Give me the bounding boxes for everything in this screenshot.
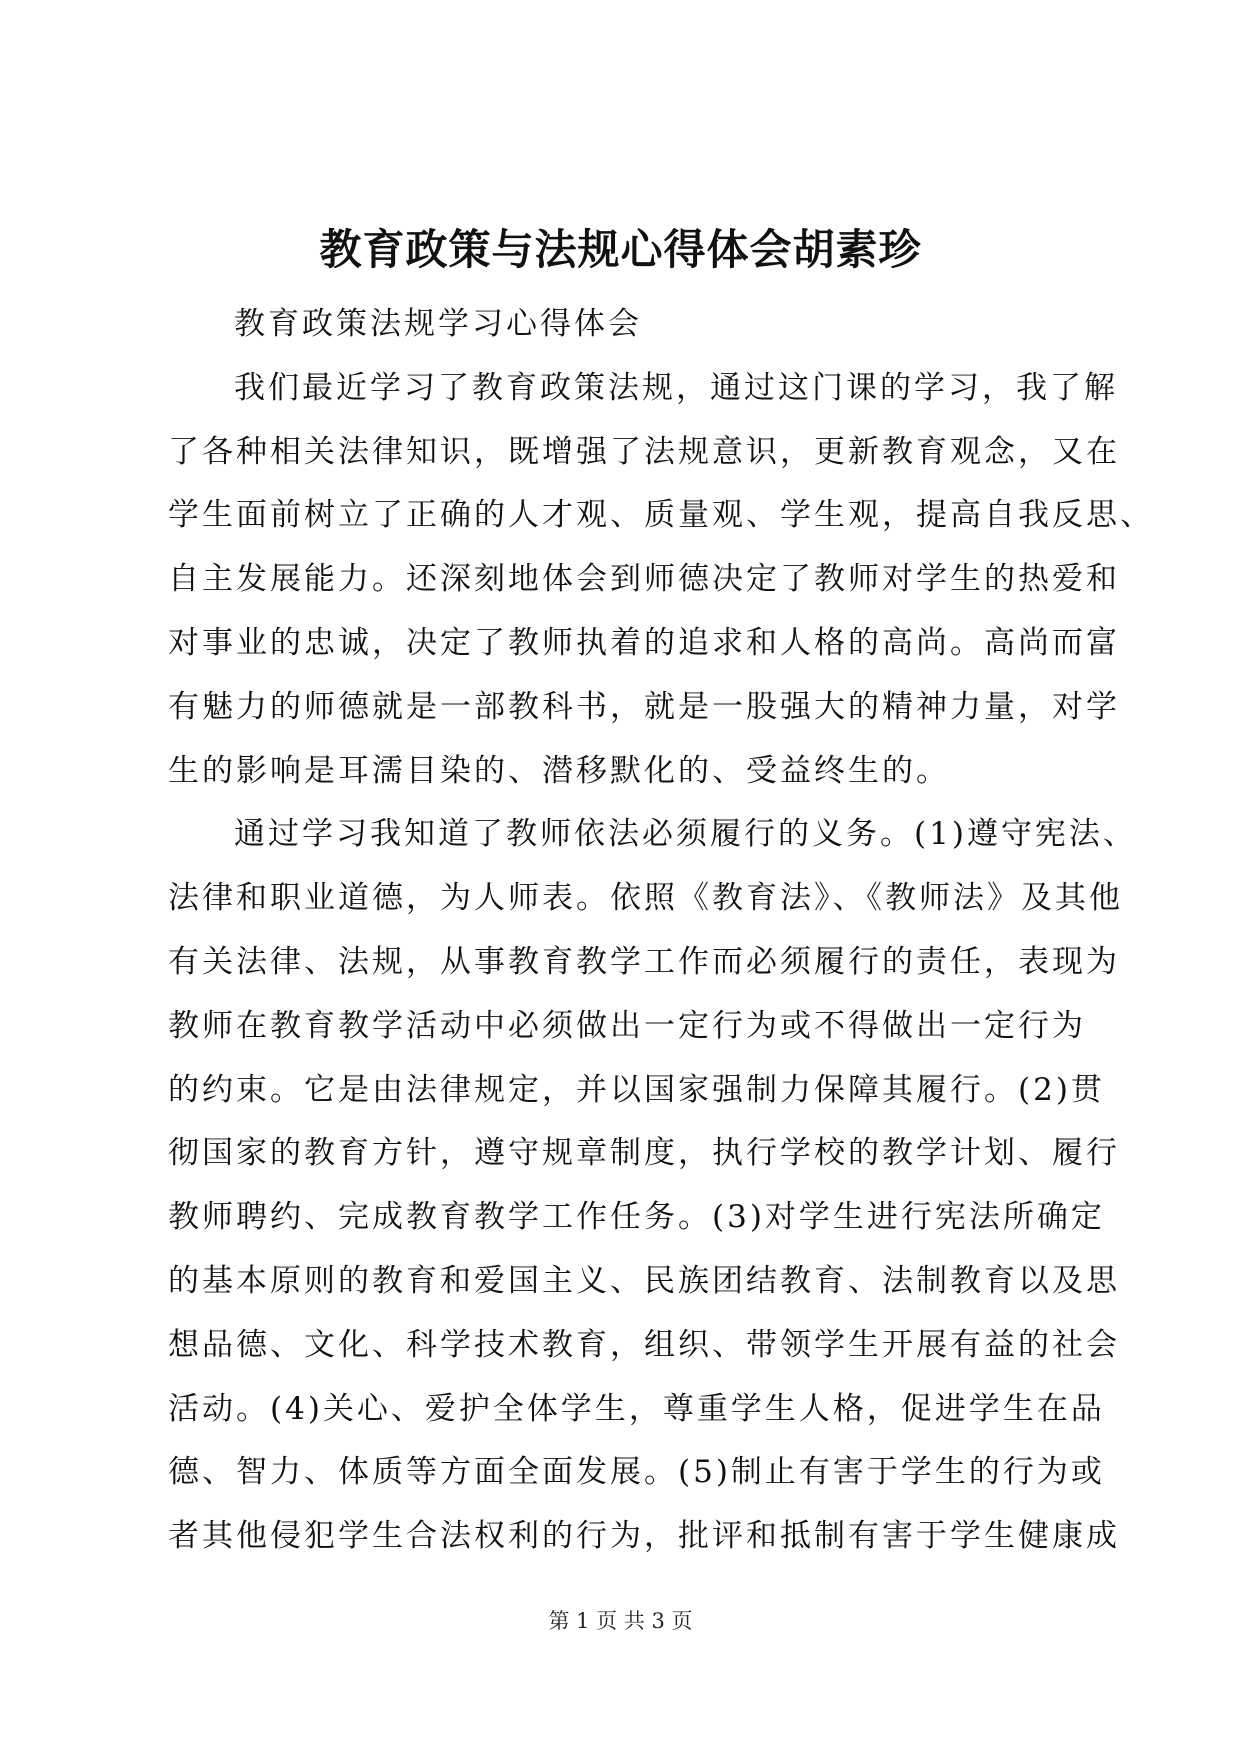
paragraph-1-line-3: 学生面前树立了正确的人才观、质量观、学生观，提高自我反思、 <box>168 497 1154 534</box>
paragraph-2-line-9: 想品德、文化、科学技术教育，组织、带领学生开展有益的社会 <box>168 1326 1120 1363</box>
paragraph-2-line-4: 教师在教育教学活动中必须做出一定行为或不得做出一定行为 <box>168 1007 1086 1044</box>
paragraph-2-line-1: 通过学习我知道了教师依法必须履行的义务。(1)遵守宪法、 <box>234 816 1137 853</box>
paragraph-1-line-7: 生的影响是耳濡目染的、潜移默化的、受益终生的。 <box>168 752 950 789</box>
paragraph-2-line-7: 教师聘约、完成教育教学工作任务。(3)对学生进行宪法所确定 <box>168 1199 1105 1236</box>
paragraph-2-line-2: 法律和职业道德，为人师表。依照《教育法》、《教师法》及其他 <box>168 880 1123 917</box>
paragraph-2-line-3: 有关法律、法规，从事教育教学工作而必须履行的责任，表现为 <box>168 943 1120 980</box>
subtitle-line: 教育政策法规学习心得体会 <box>234 306 642 342</box>
paragraph-1-line-2: 了各种相关法律知识，既增强了法规意识，更新教育观念，又在 <box>168 433 1120 470</box>
paragraph-2-line-10: 活动。(4)关心、爱护全体学生，尊重学生人格，促进学生在品 <box>168 1390 1105 1427</box>
document-title: 教育政策与法规心得体会胡素珍 <box>319 225 922 274</box>
paragraph-2-line-8: 的基本原则的教育和爱国主义、民族团结教育、法制教育以及思 <box>168 1262 1120 1299</box>
paragraph-2-line-6: 彻国家的教育方针，遵守规章制度，执行学校的教学计划、履行 <box>168 1135 1120 1172</box>
paragraph-1-line-1: 我们最近学习了教育政策法规，通过这门课的学习，我了解 <box>234 369 1118 406</box>
paragraph-1-line-4: 自主发展能力。还深刻地体会到师德决定了教师对学生的热爱和 <box>168 561 1120 598</box>
document-body <box>168 293 1154 1569</box>
paragraph-1-line-5: 对事业的忠诚，决定了教师执着的追求和人格的高尚。高尚而富 <box>168 624 1120 661</box>
paragraph-1-line-6: 有魅力的师德就是一部教科书，就是一股强大的精神力量，对学 <box>168 688 1120 725</box>
paragraph-2-line-12: 者其他侵犯学生合法权利的行为，批评和抵制有害于学生健康成 <box>168 1518 1120 1555</box>
page-footer: 第 1 页 共 3 页 <box>548 1609 693 1633</box>
paragraph-2-line-5: 的约束。它是由法律规定，并以国家强制力保障其履行。(2)贯 <box>168 1071 1105 1108</box>
paragraph-2-line-11: 德、智力、体质等方面全面发展。(5)制止有害于学生的行为或 <box>168 1454 1105 1491</box>
